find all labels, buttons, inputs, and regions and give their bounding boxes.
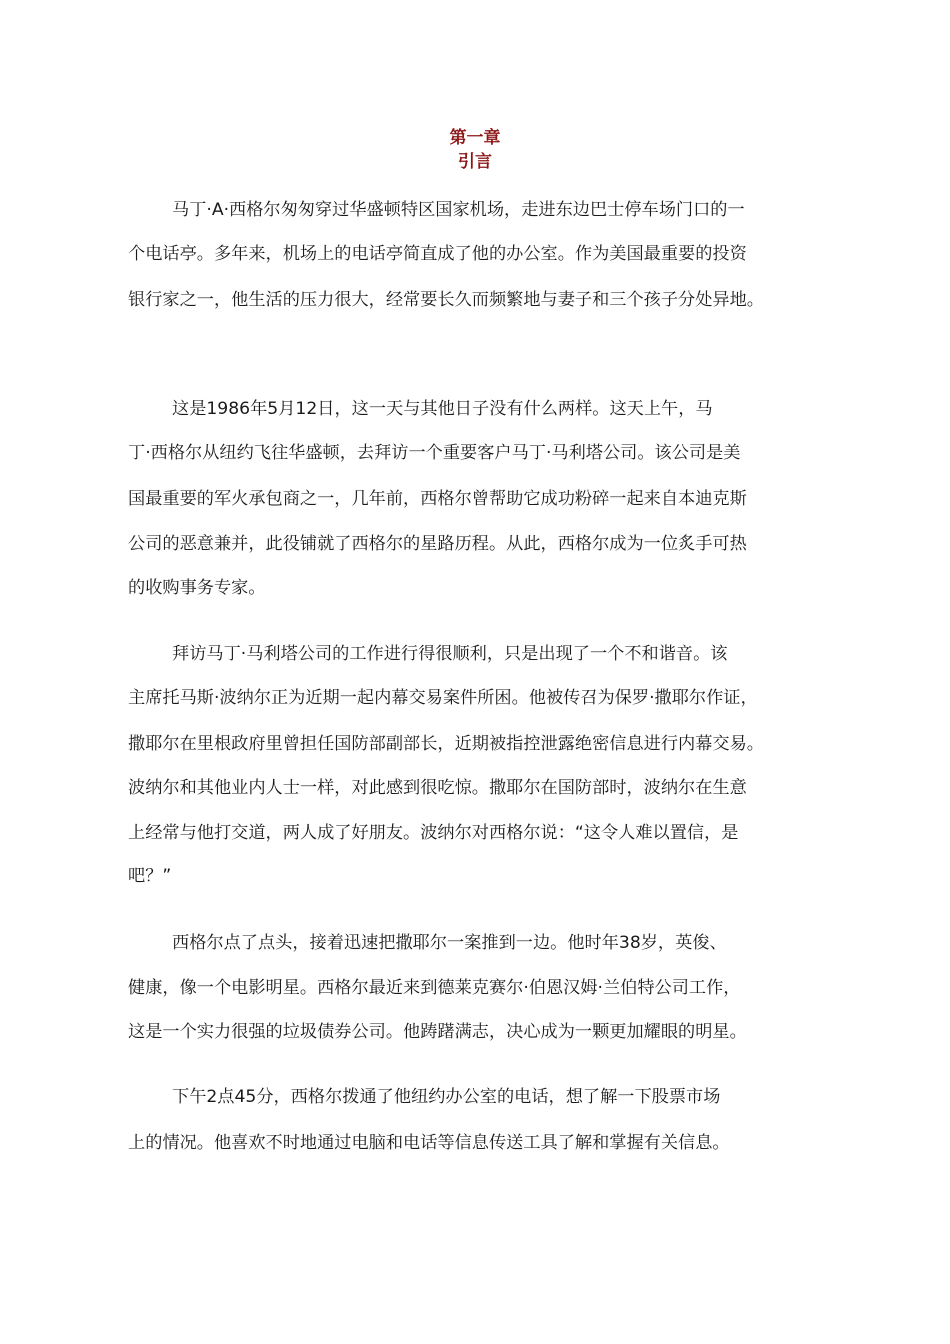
chapter-number: 第一章	[449, 128, 501, 148]
paragraph-2-line-4: 公司的恶意兼并，此役铺就了西格尔的星路历程。从此，西格尔成为一位炙手可热	[128, 534, 747, 554]
paragraph-2-line-1: 这是1986年5月12日，这一天与其他日子没有什么两样。这天上午，马	[172, 399, 713, 419]
paragraph-2-line-3: 国最重要的军火承包商之一，几年前，西格尔曾帮助它成功粉碎一起来自本迪克斯	[128, 489, 747, 509]
paragraph-3-line-6: 吧？”	[128, 866, 172, 886]
paragraph-4-line-2: 健康，像一个电影明星。西格尔最近来到德莱克赛尔·伯恩汉姆·兰伯特公司工作，	[128, 978, 741, 998]
paragraph-1-line-1: 马丁·A·西格尔匆匆穿过华盛顿特区国家机场，走进东边巴士停车场门口的一	[172, 200, 745, 220]
paragraph-5-line-1: 下午2点45分，西格尔拨通了他纽约办公室的电话，想了解一下股票市场	[172, 1087, 721, 1107]
paragraph-5-line-2: 上的情况。他喜欢不时地通过电脑和电话等信息传送工具了解和掌握有关信息。	[128, 1133, 730, 1153]
paragraph-2-line-5: 的收购事务专家。	[128, 578, 266, 598]
chapter-title: 引言	[458, 152, 492, 172]
paragraph-1-line-3: 银行家之一，他生活的压力很大，经常要长久而频繁地与妻子和三个孩子分处异地。	[128, 290, 764, 310]
paragraph-3-line-2: 主席托马斯·波纳尔正为近期一起内幕交易案件所困。他被传召为保罗·撒耶尔作证，	[128, 688, 758, 708]
paragraph-3-line-4: 波纳尔和其他业内人士一样，对此感到很吃惊。撒耶尔在国防部时，波纳尔在生意	[128, 778, 747, 798]
paragraph-2-line-2: 丁·西格尔从纽约飞往华盛顿，去拜访一个重要客户马丁·马利塔公司。该公司是美	[128, 443, 741, 463]
paragraph-3-line-5: 上经常与他打交道，两人成了好朋友。波纳尔对西格尔说：“这令人难以置信，是	[128, 823, 739, 843]
paragraph-4-line-1: 西格尔点了点头，接着迅速把撒耶尔一案推到一边。他时年38岁，英俊、	[172, 933, 727, 953]
paragraph-4-line-3: 这是一个实力很强的垃圾债券公司。他踌躇满志，决心成为一颗更加耀眼的明星。	[128, 1022, 747, 1042]
paragraph-3-line-3: 撒耶尔在里根政府里曾担任国防部副部长，近期被指控泄露绝密信息进行内幕交易。	[128, 734, 764, 754]
paragraph-1-line-2: 个电话亭。多年来，机场上的电话亭简直成了他的办公室。作为美国最重要的投资	[128, 244, 747, 264]
paragraph-3-line-1: 拜访马丁·马利塔公司的工作进行得很顺利，只是出现了一个不和谐音。该	[172, 644, 728, 664]
